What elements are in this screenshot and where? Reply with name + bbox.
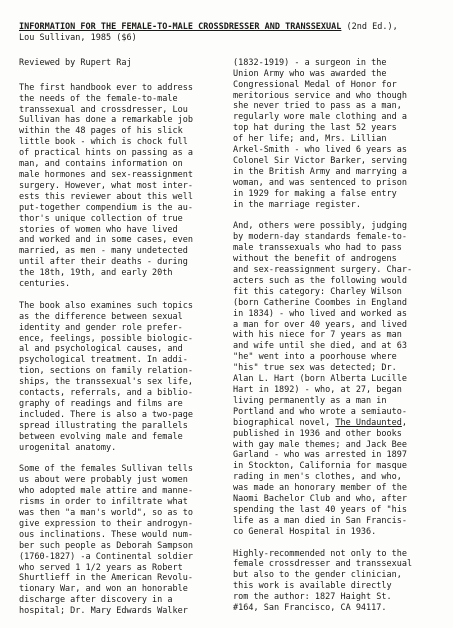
review-header [19,22,433,44]
book-title: INFORMATION FOR THE FEMALE-TO-MALE CROSSDRESSER AND TRANSSEXUAL [19,22,342,32]
book-byline: Lou Sullivan, 1985 ($6) [19,32,137,43]
book-edition: (2nd Ed.), [341,22,398,32]
paragraph: The book also examines such topics as the difference between sexual identity and gender role prefer- ence, feelings, possible biologic- al and psychological causes, and psychological treatment. In addi- tion, sections on family relation- ships, the transsexual's sex life, contacts, referrals, and a biblio- graphy of readings and films are included. There is also a two-page spread illustrating the parallels between evolving male and female urogenital anatomy. [19,300,193,453]
reviewer-credit: Reviewed by Rupert Raj [19,57,132,68]
paragraph: Highly-recommended not only to the female crossdresser and transsexual but also to the gender clinician, this work is available directly rom the author: 1827 Haight St. #164, San Francisco, CA 94117. [233,548,413,614]
paragraph: (1832-1919) - a surgeon in the Union Army who was awarded the Congressional Medal of Honor for meritorious service and who though she never tried to pass as a man, regularly wore male clothing and a top hat during the last 52 years of her life; and, Mrs. Lillian Arkel-Smith - who lived 6 years as Colonel Sir Victor Barker, serving in the British Army and marrying a woman, and was sentenced to prison in 1929 for making a false entry in the marriage register. [233,57,407,210]
article-columns [19,58,433,628]
left-column [19,58,217,628]
book-title-line [19,22,433,33]
paragraph: Some of the females Sullivan tells us about were probably just women who adopted male attire and manne- risms in order to infiltrate what was then "a man's world", so as to give expression to their androgyn- ous inclinations. These would num- ber such people as Deborah Sampson (1760-1827) -a Continental soldier who served 1 1/2 years as Robert Shurtlieff in the American Revolu- tionary War, and won an honorable discharge after discovery in a hospital; Dr. Mary Edwards Walker [19,464,193,617]
book-reference: The Undaunted [335,417,402,428]
paragraph-text: , published in 1936 and other books with gay male themes; and Jack Bee Garland - who was arrested in 1897 in Stockton, California for masque rading in men's clothes, and who, was made an honorary member of the Naomi Bachelor Club and who, after spending the last 40 years of "his life as a man died in San Francis- co General Hospital in 1936. [233,417,408,537]
paragraph: The first handbook ever to address the needs of the female-to-male transsexual and crossdresser, Lou Sullivan has done a remarkable job within the 48 pages of his slick little book - which is chock full of practical hints on passing as a man, and contains information on male hormones and sex-reassignment surgery. However, what most inter- ests this reviewer about this well put-together compendium is the au- thor's unique collection of true stories of women who have lived and worked and in some cases, even married, as men - many undetected until after their deaths - during the 18th, 19th, and early 20th centuries. [19,82,193,290]
right-column [233,58,433,628]
paragraph-text: And, others were possibly, judging by modern-day standards female-to- male transsexuals who had to pass without the benefit of androgens and sex-reassignment surgery. Char- acters such as the following would fit this category: Charley Wilson (born Catherine Coombes in England in 1834) - who lived and worked as a man for over 40 years, and lived with his niece for 7 years as man and wife until she died, and at 63 "he" went into a poorhouse where "his" true sex was detected; Dr. Alan L. Hart (born Alberta Lucille Hart in 1892) - who, at 27, began living permanently as a man in Portland and who wrote a semiauto- biographical novel, [233,221,413,428]
paragraph [233,221,433,537]
